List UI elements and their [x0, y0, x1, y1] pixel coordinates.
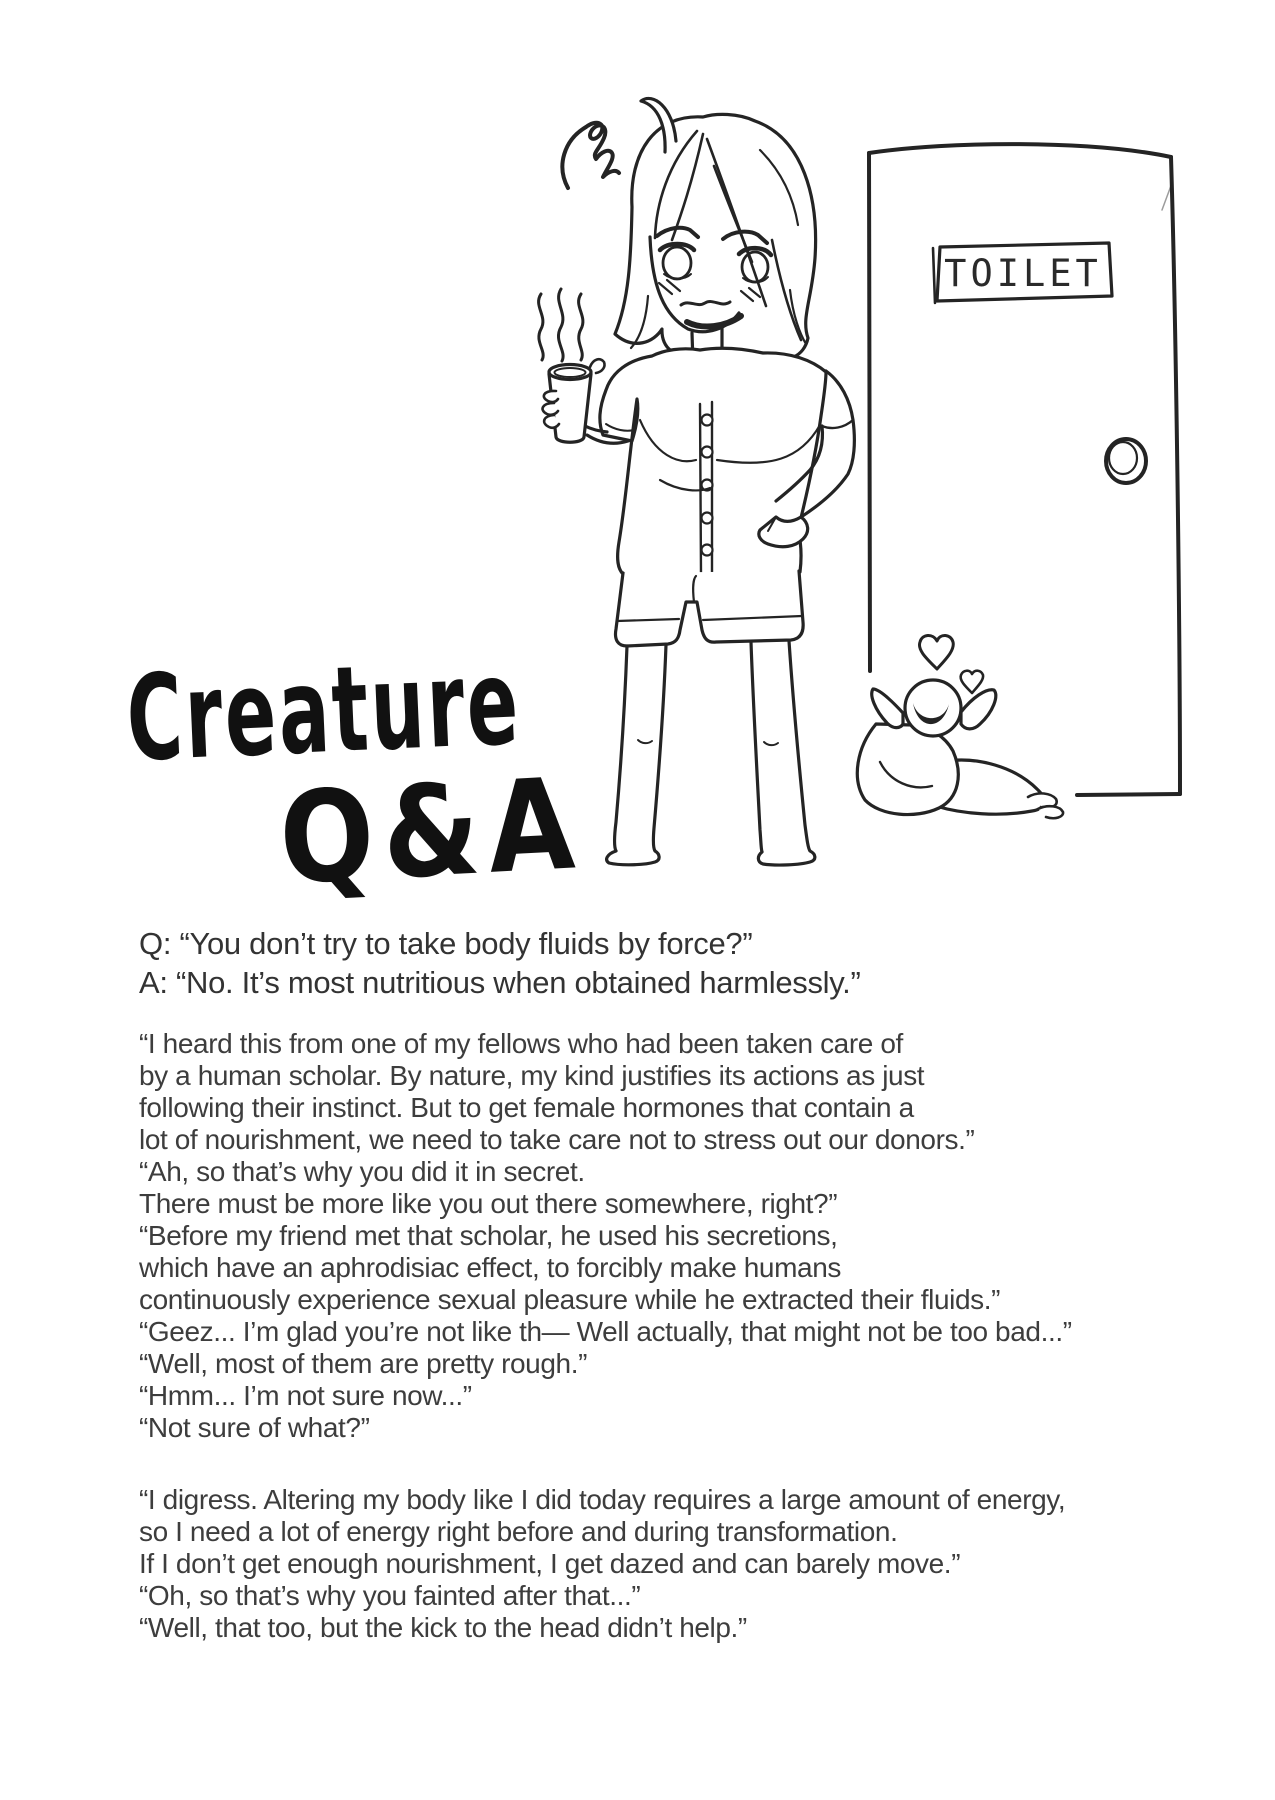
- creature-body: [857, 724, 958, 815]
- happy-creature: [857, 635, 1063, 818]
- door-knob-icon: [1106, 439, 1146, 483]
- annoyance-squiggle-icon: [562, 123, 619, 188]
- creature-head: [905, 680, 961, 736]
- story-line: “I digress. Altering my body like I did today requires a large amount of energy,: [139, 1484, 1066, 1515]
- story-line: which have an aphrodisiac effect, to forcibly make humans: [139, 1252, 841, 1283]
- story-line: There must be more like you out there somewhere, right?”: [139, 1188, 838, 1219]
- pajama-shorts: [615, 571, 803, 646]
- qa-question-line: Q: “You don’t try to take body fluids by force?”: [139, 926, 753, 961]
- story-line: If I don’t get enough nourishment, I get dazed and can barely move.”: [139, 1548, 961, 1579]
- story-line: following their instinct. But to get female hormones that contain a: [139, 1092, 914, 1123]
- story-line: “Geez... I’m glad you’re not like th— Well actually, that might not be too bad...”: [139, 1316, 1072, 1347]
- story-line: so I need a lot of energy right before and during transformation.: [139, 1516, 898, 1547]
- story-line: “Before my friend met that scholar, he used his secretions,: [139, 1220, 838, 1251]
- story-line: by a human scholar. By nature, my kind justifies its actions as just: [139, 1060, 925, 1091]
- qa-answer-line: A: “No. It’s most nutritious when obtained harmlessly.”: [139, 965, 861, 1000]
- creature-left-flipper: [872, 689, 903, 728]
- toilet-sign-label: TOILET: [944, 252, 1102, 295]
- story-line: “Hmm... I’m not sure now...”: [139, 1380, 472, 1411]
- story-line: “Ah, so that’s why you did it in secret.: [139, 1156, 585, 1187]
- story-paragraph-1: [139, 1028, 1072, 1444]
- story-paragraph-2: [139, 1484, 1072, 1644]
- story-line: continuously experience sexual pleasure while he extracted their fluids.”: [139, 1284, 1001, 1315]
- legs: [607, 641, 815, 865]
- left-foot: [607, 851, 660, 865]
- creature-right-flipper: [961, 690, 996, 729]
- toilet-sign: [933, 243, 1112, 303]
- story-text: [139, 1028, 1072, 1644]
- steam-icon: [539, 289, 583, 361]
- story-line: “Not sure of what?”: [139, 1412, 370, 1443]
- fingertips: [543, 391, 559, 428]
- story-line: “I heard this from one of my fellows who had been taken care of: [139, 1028, 903, 1059]
- story-line: “Oh, so that’s why you fainted after that...”: [139, 1580, 641, 1611]
- page-title-line1: Creature: [124, 632, 524, 788]
- story-line: lot of nourishment, we need to take care not to stress out our donors.”: [139, 1124, 975, 1155]
- story-line: “Well, most of them are pretty rough.”: [139, 1348, 588, 1379]
- page-title-line2: Q&A: [276, 750, 587, 913]
- girl-in-pajamas: [539, 98, 855, 865]
- qa-block: [139, 924, 861, 1002]
- story-line: “Well, that too, but the kick to the head didn’t help.”: [139, 1612, 747, 1643]
- right-foot: [758, 851, 815, 865]
